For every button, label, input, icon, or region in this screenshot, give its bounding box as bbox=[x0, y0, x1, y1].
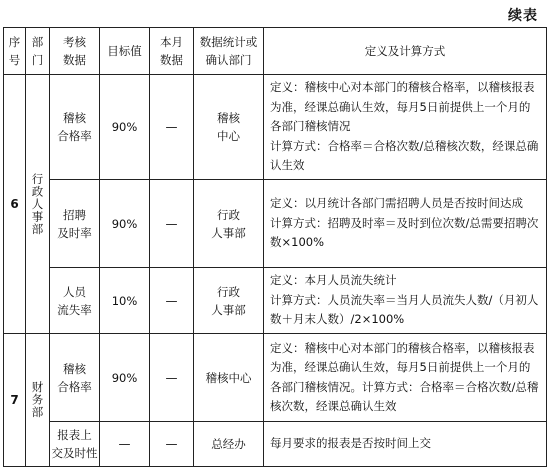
dept-cell: 财务部 bbox=[26, 334, 50, 467]
seq-cell: 6 bbox=[4, 75, 26, 334]
month-cell: — bbox=[150, 75, 194, 180]
header-row bbox=[4, 28, 547, 75]
continued-label: 续表 bbox=[508, 8, 538, 24]
header-source: 数据统计或 确认部门 bbox=[194, 28, 264, 75]
definition-cell: 定义：以月统计各部门需招聘人员是否按时间达成 计算方式：招聘及时率＝及时到位次数/总需要招聘次数×100% bbox=[264, 180, 547, 268]
table-row bbox=[4, 334, 547, 422]
header-month: 本月 数据 bbox=[150, 28, 194, 75]
month-cell: — bbox=[150, 334, 194, 422]
definition-cell: 定义：本月人员流失统计 计算方式：人员流失率＝当月人员流失人数/（月初人数＋月末人数）/2×100% bbox=[264, 268, 547, 334]
source-cell: 总经办 bbox=[194, 422, 264, 467]
source-cell: 稽核中心 bbox=[194, 334, 264, 422]
table-row bbox=[4, 422, 547, 467]
seq-cell: 7 bbox=[4, 334, 26, 467]
target-cell: 10% bbox=[100, 268, 150, 334]
kpi-table bbox=[3, 27, 547, 467]
dept-cell: 行政人事部 bbox=[26, 75, 50, 334]
kpi-cell: 稽核 合格率 bbox=[50, 75, 100, 180]
target-cell: 90% bbox=[100, 334, 150, 422]
header-target: 目标值 bbox=[100, 28, 150, 75]
kpi-cell: 报表上 交及时性 bbox=[50, 422, 100, 467]
header-seq: 序 号 bbox=[4, 28, 26, 75]
header-dept: 部 门 bbox=[26, 28, 50, 75]
table-row bbox=[4, 75, 547, 180]
target-cell: — bbox=[100, 422, 150, 467]
header-definition: 定义及计算方式 bbox=[264, 28, 547, 75]
definition-cell: 每月要求的报表是否按时间上交 bbox=[264, 422, 547, 467]
target-cell: 90% bbox=[100, 180, 150, 268]
kpi-cell: 稽核 合格率 bbox=[50, 334, 100, 422]
source-cell: 行政 人事部 bbox=[194, 180, 264, 268]
kpi-cell: 人员 流失率 bbox=[50, 268, 100, 334]
month-cell: — bbox=[150, 422, 194, 467]
month-cell: — bbox=[150, 180, 194, 268]
kpi-cell: 招聘 及时率 bbox=[50, 180, 100, 268]
header-kpi: 考核 数据 bbox=[50, 28, 100, 75]
table-row bbox=[4, 180, 547, 268]
target-cell: 90% bbox=[100, 75, 150, 180]
source-cell: 稽核 中心 bbox=[194, 75, 264, 180]
table-row bbox=[4, 268, 547, 334]
month-cell: — bbox=[150, 268, 194, 334]
definition-cell: 定义：稽核中心对本部门的稽核合格率，以稽核报表为准，经课总确认生效，每月5日前提供上一个月的各部门稽核情况。计算方式：合格率＝合格次数/总稽核次数，经课总确认生效 bbox=[264, 334, 547, 422]
definition-cell: 定义：稽核中心对本部门的稽核合格率，以稽核报表为准，经课总确认生效，每月5日前提供上一个月的各部门稽核情况 计算方式：合格率＝合格次数/总稽核次数，经课总确认生效 bbox=[264, 75, 547, 180]
source-cell: 行政 人事部 bbox=[194, 268, 264, 334]
